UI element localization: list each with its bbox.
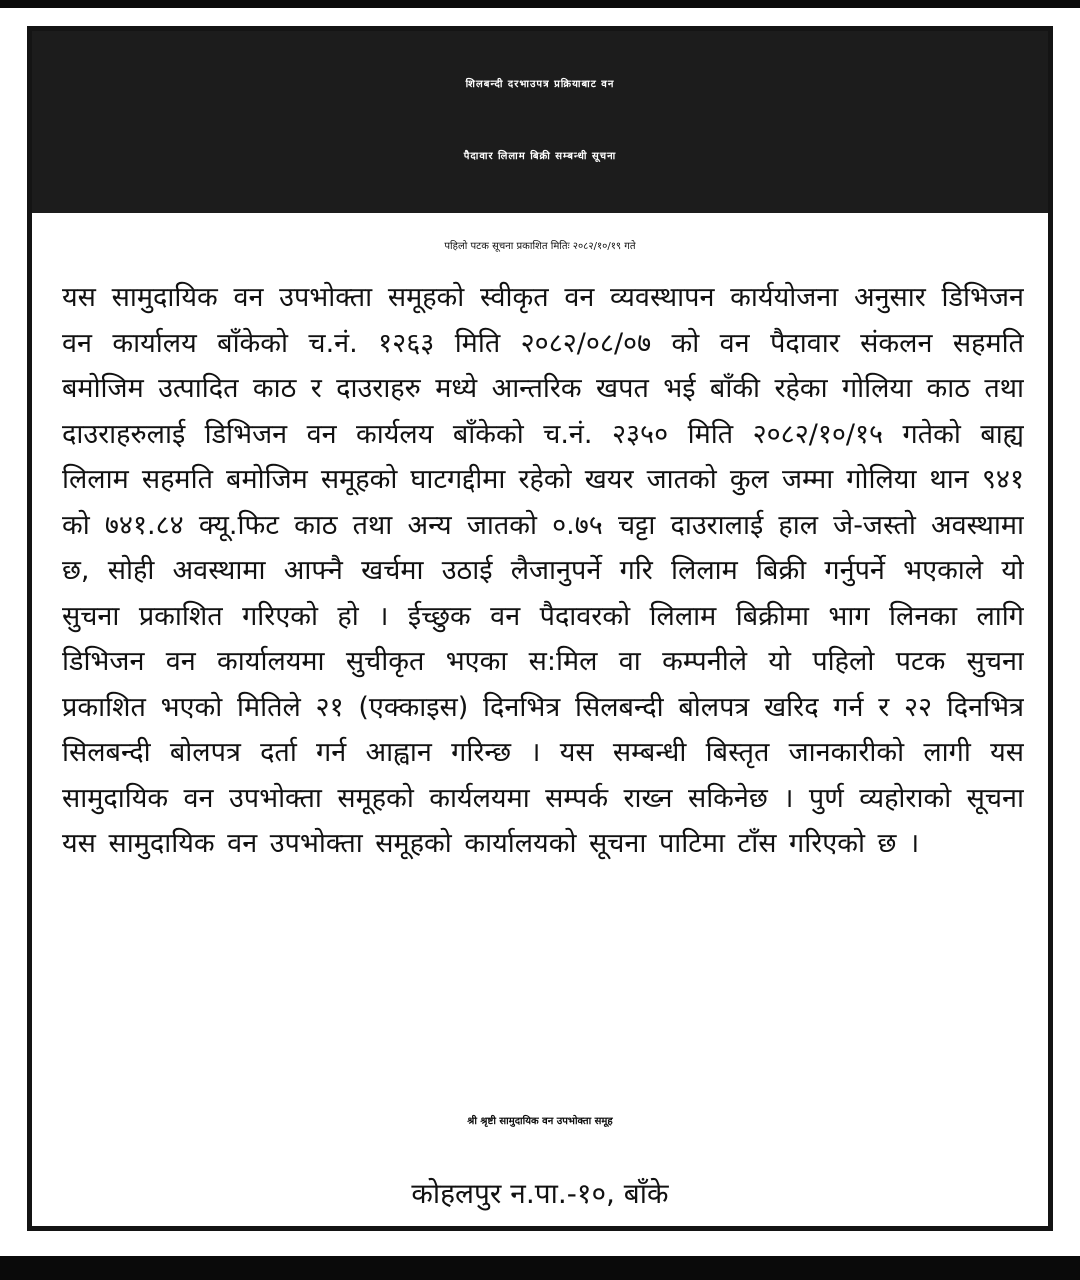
bottom-frame-bar	[0, 1256, 1080, 1280]
publication-date-line: पहिलो पटक सूचना प्रकाशित मितिः २०८२/१०/१९ गते	[444, 241, 636, 252]
notice-header	[32, 31, 1048, 213]
notice-box	[27, 26, 1053, 1231]
issuer-address: कोहलपुर न.पा.-१०, बाँके	[411, 1177, 669, 1210]
notice-title-line-1: शिलबन्दी दरभाउपत्र प्रक्रियाबाट वन	[465, 79, 615, 90]
issuer-name: श्री श्रृष्टी सामुदायिक वन उपभोक्ता समूह	[467, 1116, 613, 1127]
top-frame-bar	[0, 0, 1080, 8]
notice-title-line-2: पैदावार लिलाम बिक्री सम्बन्धी सूचना	[463, 151, 617, 162]
notice-body-text: यस सामुदायिक वन उपभोक्ता समूहको स्वीकृत वन व्यवस्थापन कार्ययोजना अनुसार डिभिजन वन कार्यालय बाँकेको च.नं. १२६३ मिति २०८२/०८/०७ को वन पैदावार संकलन सहमति बमोजिम उत्पादित काठ र दाउराहरु मध्ये आन्तरिक खपत भई बाँकी रहेका गोलिया काठ तथा दाउराहरुलाई डिभिजन वन कार्यलय बाँकेको च.नं. २३५० मिति २०८२/१०/१५ गतेको बाह्य लिलाम सहमति बमोजिम समूहको घाटगद्दीमा रहेको खयर जातको कुल जम्मा गोलिया थान ९४१ को ७४१.८४ क्यू.फिट काठ तथा अन्य जातको ०.७५ चट्टा दाउरालाई हाल जे-जस्तो अवस्थामा छ, सोही अवस्थामा आफ्नै खर्चमा उठाई लैजानुपर्ने गरि लिलाम बिक्री गर्नुपर्ने भएकाले यो सुचना प्रकाशित गरिएको हो । ईच्छुक वन पैदावरको लिलाम बिक्रीमा भाग लिनका लागि डिभिजन वन कार्यालयमा सुचीकृत भएका स:मिल वा कम्पनीले यो पहिलो पटक सुचना प्रकाशित भएको मितिले २१ (एक्काइस) दिनभित्र सिलबन्दी बोलपत्र खरिद गर्न र २२ दिनभित्र सिलबन्दी बोलपत्र दर्ता गर्न आह्वान गरिन्छ । यस सम्बन्धी बिस्तृत जानकारीको लागी यस सामुदायिक वन उपभोक्ता समूहको कार्यलयमा सम्पर्क राख्न सकिनेछ । पुर्ण व्यहोराको सूचना यस सामुदायिक वन उपभोक्ता समूहको कार्यालयको सूचना पाटिमा टाँस गरिएको छ ।	[62, 282, 1024, 859]
